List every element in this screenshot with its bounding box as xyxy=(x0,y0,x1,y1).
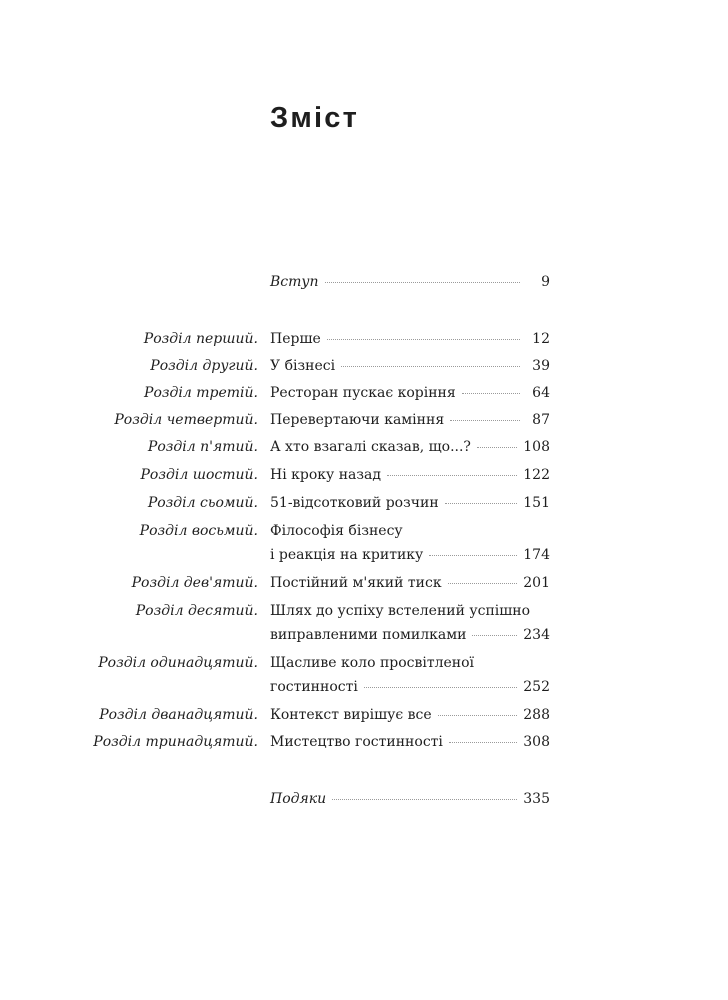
toc-page-number: 308 xyxy=(523,734,550,750)
dot-leader xyxy=(429,555,517,556)
chapter-title: 51-відсотковий розчин xyxy=(270,495,439,511)
dot-leader xyxy=(327,339,520,340)
chapter-title: Контекст вирішує все xyxy=(270,707,432,723)
toc-page-number: 64 xyxy=(532,385,550,401)
toc-page-number: 122 xyxy=(523,467,550,483)
chapter-title: Ресторан пускає коріння xyxy=(270,385,456,401)
toc-page-number: 201 xyxy=(523,575,550,591)
chapter-label: Розділ сьомий. xyxy=(147,495,258,511)
chapter-label: Розділ дев'ятий. xyxy=(131,575,258,591)
dot-leader xyxy=(387,475,517,476)
toc-page-number: 335 xyxy=(523,791,550,807)
chapter-title: Перше xyxy=(270,331,321,347)
chapter-title-line: Щасливе коло просвітленої xyxy=(270,655,475,671)
dot-leader xyxy=(449,742,517,743)
chapter-title-line: гостинності xyxy=(270,679,358,695)
dot-leader xyxy=(450,420,520,421)
toc-page-number: 87 xyxy=(532,412,550,428)
chapter-label: Розділ п'ятий. xyxy=(147,439,258,455)
chapter-title: А хто взагалі сказав, що...? xyxy=(270,439,471,455)
chapter-label: Розділ десятий. xyxy=(135,603,258,619)
toc-page-number: 39 xyxy=(532,358,550,374)
dot-leader xyxy=(477,447,517,448)
chapter-title-line: Філософія бізнесу xyxy=(270,523,403,539)
dot-leader xyxy=(438,715,518,716)
dot-leader xyxy=(325,282,520,283)
chapter-label: Розділ дванадцятий. xyxy=(99,707,258,723)
dot-leader xyxy=(462,393,520,394)
dot-leader xyxy=(364,687,517,688)
toc-page-number: 234 xyxy=(523,627,550,643)
toc-page-number: 151 xyxy=(523,495,550,511)
toc-entry-title: Вступ xyxy=(270,274,319,290)
dot-leader xyxy=(445,503,518,504)
chapter-title-line: виправленими помилками xyxy=(270,627,467,643)
toc-entry-title: Подяки xyxy=(270,791,327,807)
chapter-label: Розділ другий. xyxy=(150,358,258,374)
toc-page-number: 288 xyxy=(523,707,550,723)
chapter-label: Розділ четвертий. xyxy=(114,412,258,428)
chapter-label: Розділ восьмий. xyxy=(139,523,258,539)
chapter-title-line: і реакція на критику xyxy=(270,547,424,563)
toc-page-number: 252 xyxy=(523,679,550,695)
dot-leader xyxy=(472,635,517,636)
chapter-title: У бізнесі xyxy=(270,358,336,374)
page-title: Зміст xyxy=(270,102,360,134)
dot-leader xyxy=(341,366,520,367)
chapter-label: Розділ шостий. xyxy=(140,467,258,483)
chapter-label: Розділ перший. xyxy=(143,331,258,347)
chapter-title: Перевертаючи каміння xyxy=(270,412,445,428)
toc-page-number: 174 xyxy=(523,547,550,563)
chapter-title: Постійний м'який тиск xyxy=(270,575,442,591)
dot-leader xyxy=(332,799,517,800)
toc-page-number: 9 xyxy=(541,274,550,290)
chapter-label: Розділ одинадцятий. xyxy=(98,655,258,671)
dot-leader xyxy=(448,583,518,584)
chapter-title-line: Шлях до успіху встелений успішно xyxy=(270,603,531,619)
toc-page-number: 12 xyxy=(532,331,550,347)
chapter-label: Розділ третій. xyxy=(144,385,258,401)
chapter-title: Ні кроку назад xyxy=(270,467,381,483)
chapter-label: Розділ тринадцятий. xyxy=(93,734,258,750)
toc-page-number: 108 xyxy=(523,439,550,455)
chapter-title: Мистецтво гостинності xyxy=(270,734,443,750)
